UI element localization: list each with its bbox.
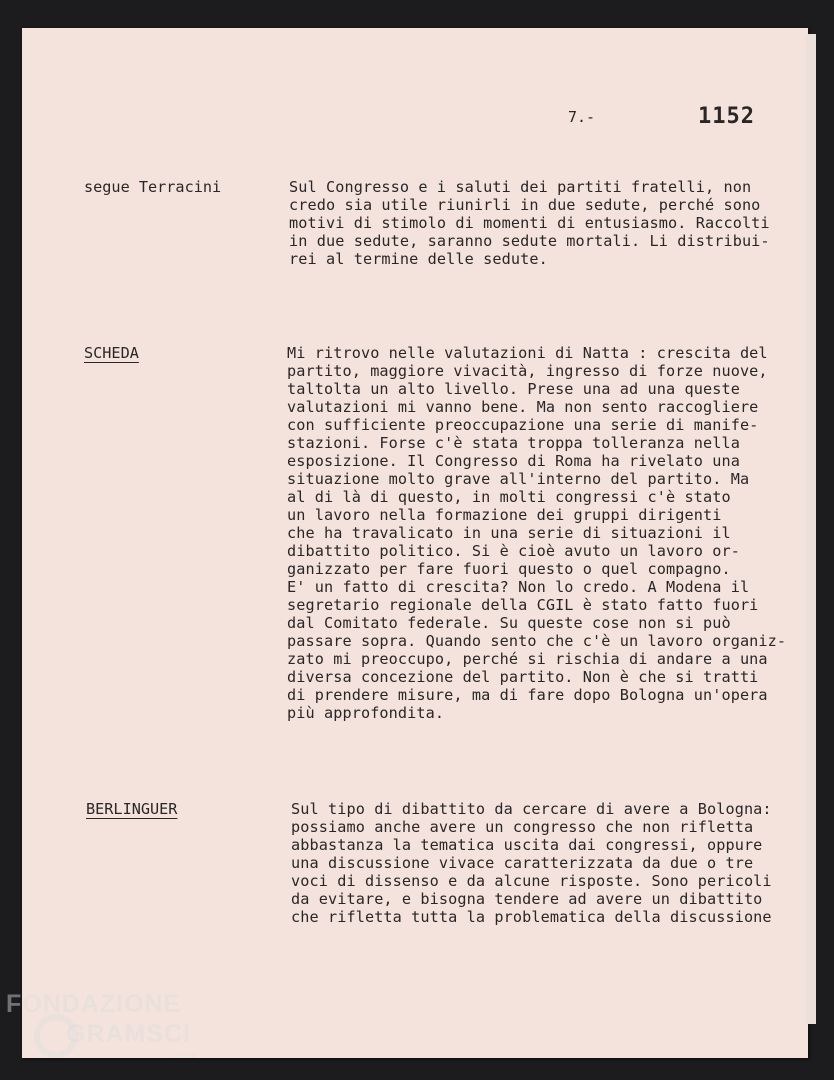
- page-edge: [806, 34, 816, 1024]
- text-line: rei al termine delle sedute.: [289, 250, 548, 268]
- text-line: un lavoro nella formazione dei gruppi dirigenti: [287, 506, 722, 524]
- text-line: in due sedute, saranno sedute mortali. Li distribui-: [289, 232, 770, 250]
- text-line: che ha travalicato in una serie di situazioni il: [287, 524, 731, 542]
- text-line: zato mi preoccupo, perché si rischia di andare a una: [287, 650, 768, 668]
- text-line: Mi ritrovo nelle valutazioni di Natta : crescita del: [287, 344, 768, 362]
- text-line: motivi di stimolo di momenti di entusiasmo. Raccolti: [289, 214, 770, 232]
- text-line: una discussione vivace caratterizzata da due o tre: [291, 854, 754, 872]
- text-line: esposizione. Il Congresso di Roma ha rivelato una: [287, 452, 740, 470]
- text-line: passare sopra. Quando sento che c'è un lavoro organiz-: [287, 632, 787, 650]
- watermark-line1: FONDAZIONE: [6, 990, 182, 1018]
- text-line: E' un fatto di crescita? Non lo credo. A Modena il: [287, 578, 750, 596]
- page-number: 7.-: [568, 108, 596, 126]
- text-line: dibattito politico. Si è cioè avuto un lavoro or-: [287, 542, 740, 560]
- text-line: credo sia utile riunirli in due sedute, perché sono: [289, 196, 761, 214]
- text-line: valutazioni mi vanno bene. Ma non sento raccogliere: [287, 398, 759, 416]
- text-line: al di là di questo, in molti congressi c'è stato: [287, 488, 731, 506]
- speaker-label: BERLINGUER: [86, 800, 178, 818]
- text-line: possiamo anche avere un congresso che non rifletta: [291, 818, 754, 836]
- text-line: Sul tipo di dibattito da cercare di avere a Bologna:: [291, 800, 772, 818]
- watermark-line2: GRAMSCI: [66, 1020, 192, 1048]
- text-line: che rifletta tutta la problematica della discussione: [291, 908, 772, 926]
- text-line: da evitare, e bisogna tendere ad avere un dibattito: [291, 890, 763, 908]
- text-line: diversa concezione del partito. Non è che si tratti: [287, 668, 759, 686]
- text-line: partito, maggiore vivacità, ingresso di forze nuove,: [287, 362, 768, 380]
- text-line: ganizzato per fare fuori questo o quel compagno.: [287, 560, 731, 578]
- text-line: di prendere misure, ma di fare dopo Bologna un'opera: [287, 686, 768, 704]
- text-line: segretario regionale della CGIL è stato fatto fuori: [287, 596, 759, 614]
- watermark-logo: [6, 990, 206, 1070]
- text-line: abbastanza la tematica uscita dai congressi, oppure: [291, 836, 763, 854]
- text-line: taltolta un alto livello. Prese una ad una queste: [287, 380, 740, 398]
- text-line: situazione molto grave all'interno del partito. Ma: [287, 470, 750, 488]
- speaker-label: SCHEDA: [84, 344, 139, 362]
- text-line: con sufficiente preoccupazione una serie di manife-: [287, 416, 759, 434]
- document-number: 1152: [698, 104, 755, 129]
- text-line: stazioni. Forse c'è stata troppa tolleranza nella: [287, 434, 740, 452]
- text-line: Sul Congresso e i saluti dei partiti fratelli, non: [289, 178, 752, 196]
- text-line: voci di dissenso e da alcune risposte. Sono pericoli: [291, 872, 772, 890]
- speaker-label: segue Terracini: [84, 178, 222, 196]
- watermark-line3: onlus: [174, 1050, 196, 1060]
- text-line: dal Comitato federale. Su queste cose non si può: [287, 614, 731, 632]
- text-line: più approfondita.: [287, 704, 445, 722]
